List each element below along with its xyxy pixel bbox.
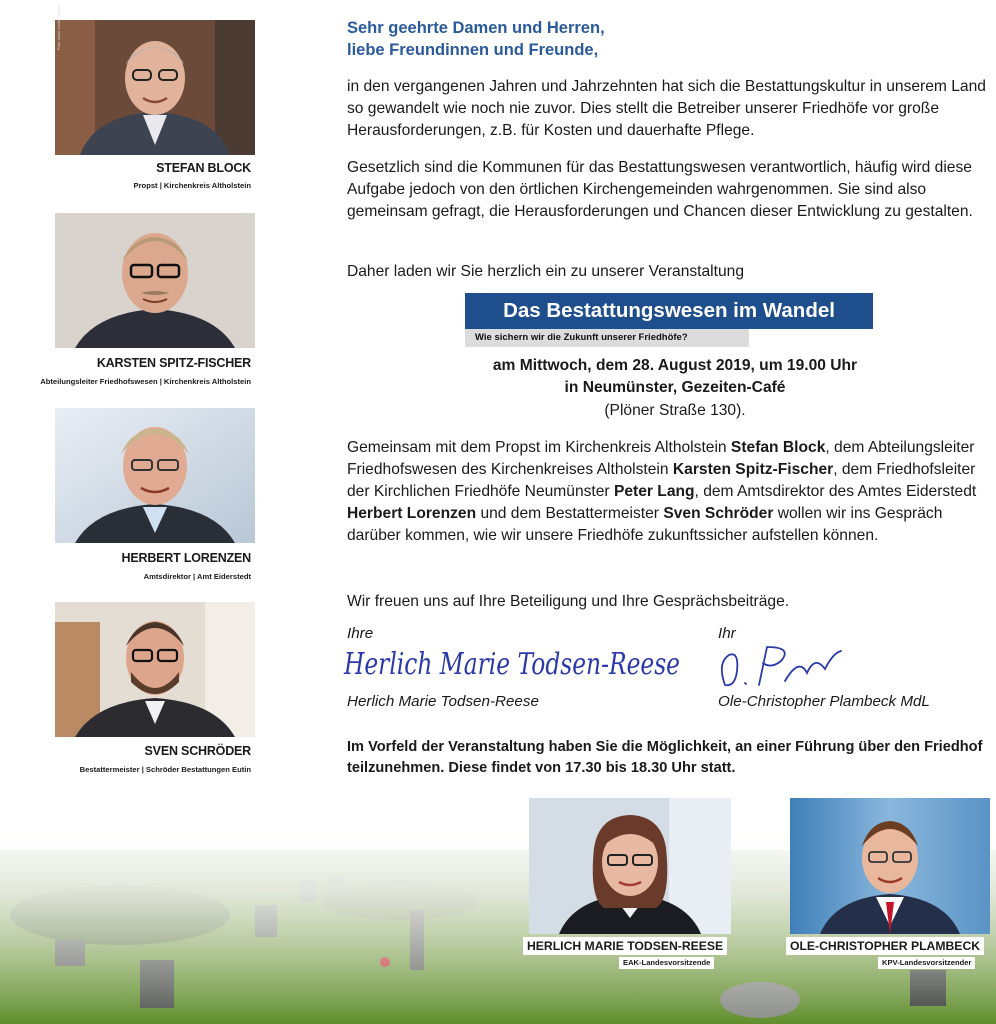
sign-left-salutation: Ihre [347,625,374,642]
paragraph-3: Daher laden wir Sie herzlich ein zu unserer Veranstaltung [347,263,744,280]
text-span: und dem Bestattermeister [476,505,664,522]
sign-right-salutation: Ihr [718,625,736,642]
host-photo-plambeck [790,798,990,934]
highlight-name: Stefan Block [730,439,826,456]
speaker-role: Abteilungsleiter Friedhofswesen | Kirchenkreis Altholstein [40,377,251,386]
speaker-karsten-spitz-fischer [0,213,255,393]
portrait-photo [55,213,255,348]
photo-credit: Foto: Anne Lenke Matzen [56,4,61,50]
svg-text:Herlich Marie Todsen-Reese: Herlich Marie Todsen-Reese [343,647,680,682]
speaker-sven-schroeder [0,602,255,780]
portrait-photo [55,602,255,737]
portrait-photo [55,4,255,155]
highlight-name: Karsten Spitz-Fischer [672,461,834,478]
greeting-line-1: Sehr geehrte Damen und Herren, [347,19,605,37]
event-address: (Plöner Straße 130). [604,402,746,419]
host-name: HERLICH MARIE TODSEN-REESE [523,937,727,955]
greeting [347,17,605,61]
speaker-herbert-lorenzen [0,408,255,586]
signature-todsen-reese [342,640,687,688]
speaker-name: HERBERT LORENZEN [121,551,251,565]
speaker-name: SVEN SCHRÖDER [144,744,251,758]
speaker-role: Bestattermeister | Schröder Bestattungen Eutin [79,765,251,774]
paragraph-4 [347,437,992,547]
text-span: wollen wir ins Gespräch darüber kommen, wie wir unsere Friedhöfe zukunftssicher aufstellen können. [347,505,943,544]
signature-plambeck [715,633,855,689]
paragraph-5: Wir freuen uns auf Ihre Beteiligung und Ihre Gesprächsbeiträge. [347,593,790,610]
text-span: , dem Amtsdirektor des Amtes Eiderstedt [694,483,977,500]
speaker-stefan-block [0,4,255,195]
signature-text: O. Plambeck [715,685,721,686]
greeting-line-2: liebe Freundinnen und Freunde, [347,41,599,59]
tour-notice: Im Vorfeld der Veranstaltung haben Sie die Möglichkeit, an einer Führung über den Friedhof teilzunehmen. Diese findet von 17.30 bis 18.30 Uhr statt. [347,739,983,776]
text-span: , dem Friedhofsleiter der Kirchlichen Friedhöfe Neumünster [347,461,976,500]
text-span: Gemeinsam mit dem Propst im Kirchenkreis Altholstein [347,439,731,456]
host-photo-todsen-reese [529,798,731,934]
host-name: OLE-CHRISTOPHER PLAMBECK [786,937,984,955]
speaker-name: KARSTEN SPITZ-FISCHER [96,356,251,370]
highlight-name: Peter Lang [613,483,695,500]
text-span: , dem Abteilungsleiter Friedhofswesen des Kirchenkreises Altholstein [347,439,975,478]
host-role: EAK-Landesvorsitzende [619,957,714,969]
speaker-name: STEFAN BLOCK [156,161,251,175]
sign-right-name: Ole-Christopher Plambeck MdL [718,693,930,710]
paragraph-1: in den vergangenen Jahren und Jahrzehnten hat sich die Bestattungskultur in unserem Land so gewandelt wie noch nie zuvor. Dies stellt die Betreiber unserer Friedhöfe vor große Herausforderungen, z.B. für Kosten und dauerhafte Pflege. [347,78,986,139]
event-subtitle: Wie sichern wir die Zukunft unserer Friedhöfe? [465,329,749,347]
highlight-name: Herbert Lorenzen [347,505,477,522]
host-role: KPV-Landesvorsitzender [878,957,975,969]
event-date: am Mittwoch, dem 28. August 2019, um 19.00 Uhr [492,357,858,374]
sign-left-name: Herlich Marie Todsen-Reese [347,693,539,710]
paragraph-2: Gesetzlich sind die Kommunen für das Bestattungswesen verantwortlich, häufig wird diese Aufgabe jedoch von den örtlichen Kirchengemeinden wahrgenommen. Sie sind also gemeinsam gefragt, die Herausforderungen und Chancen dieser Entwicklung zu gestalten. [347,159,973,220]
speaker-role: Amtsdirektor | Amt Eiderstedt [143,572,251,581]
highlight-name: Sven Schröder [663,505,774,522]
event-location: in Neumünster, Gezeiten-Café [564,379,786,396]
event-title-banner: Das Bestattungswesen im Wandel [465,293,873,329]
portrait-photo [55,408,255,543]
speaker-role: Propst | Kirchenkreis Altholstein [133,181,251,190]
